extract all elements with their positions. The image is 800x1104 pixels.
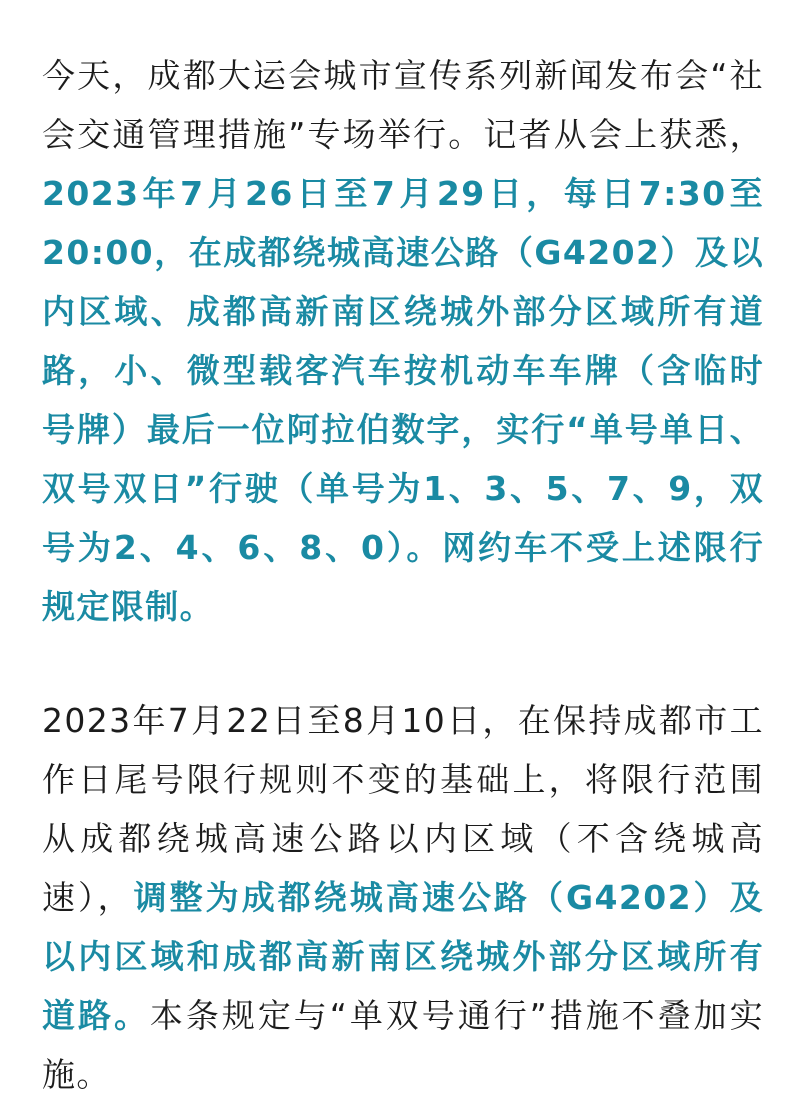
paragraph-tail-number-restriction [42,691,764,1104]
paragraph-intro-text: 今天，成都大运会城市宣传系列新闻发布会“社会交通管理措施”专场举行。记者从会上获悉， [42,56,764,154]
paragraph-closing-text: 本条规定与“单双号通行”措施不叠加实施。 [42,996,764,1094]
paragraph-traffic-odd-even [42,46,764,636]
article-body [42,46,764,1104]
highlighted-adjusted-area: 调整为成都绕城高速公路（G4202）及以内区域和成都高新南区绕城外部分区域所有道路。 [42,878,764,1035]
highlighted-odd-even-rule: 2023年7月26日至7月29日，每日7:30至20:00，在成都绕城高速公路（G4202）及以内区域、成都高新南区绕城外部分区域所有道路，小、微型载客汽车按机动车车牌（含临时号牌）最后一位阿拉伯数字，实行“单号单日、双号双日”行驶（单号为1、3、5、7、9，双号为2、4、6、8、0）。网约车不受上述限行规定限制。 [42,174,764,626]
paragraph-restriction-text: 2023年7月22日至8月10日，在保持成都市工作日尾号限行规则不变的基础上，将限行范围从成都绕城高速公路以内区域（不含绕城高速）， [42,701,764,917]
